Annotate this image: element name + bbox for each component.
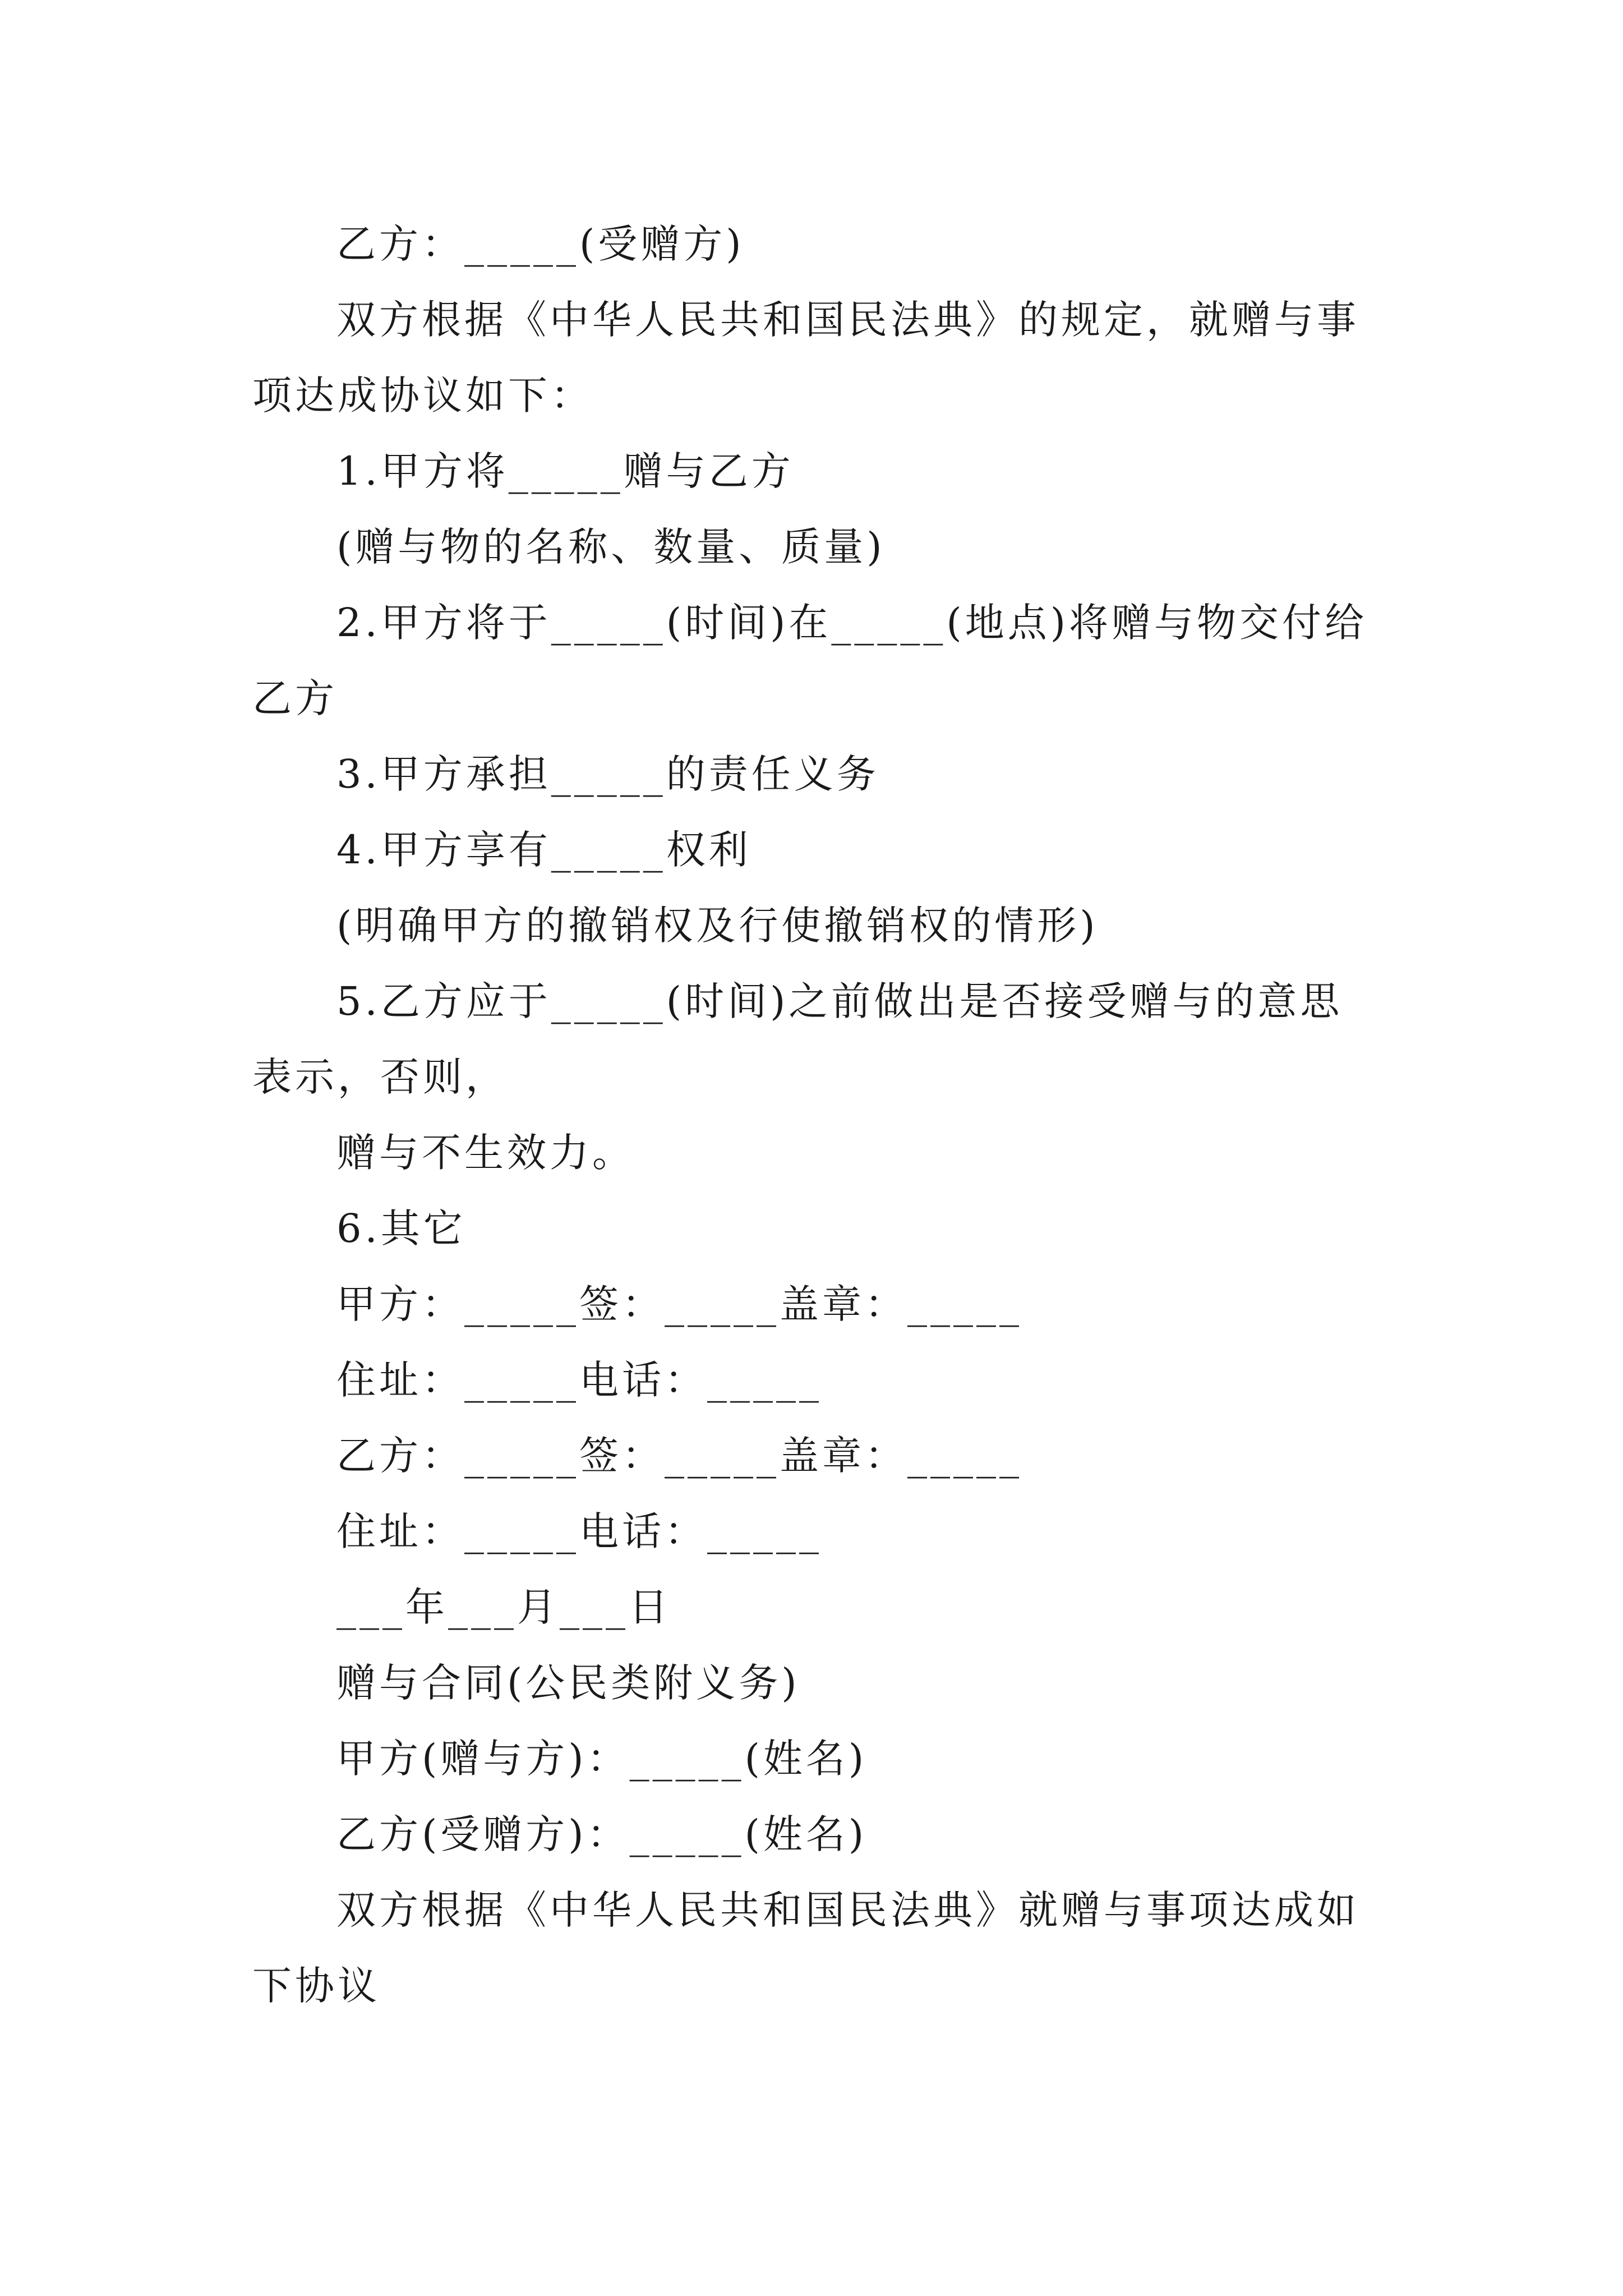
section-title: 赠与合同(公民类附义务) <box>336 1660 800 1706</box>
clause-5-line-1: 5.乙方应于_____(时间)之前做出是否接受赠与的意思 <box>336 978 1343 1024</box>
clause-5-line-3: 赠与不生效力。 <box>336 1130 635 1176</box>
clause-1: 1.甲方将_____赠与乙方 <box>336 448 794 494</box>
date-line: ___年___月___日 <box>336 1584 671 1630</box>
clause-3: 3.甲方承担_____的责任义务 <box>336 751 879 797</box>
preamble-line-2: 项达成协议如下： <box>252 372 593 418</box>
clause-5-line-2: 表示，否则， <box>252 1054 508 1100</box>
clause-2-line-1: 2.甲方将于_____(时间)在_____(地点)将赠与物交付给 <box>336 600 1368 646</box>
clause-2-line-2: 乙方 <box>252 675 338 721</box>
party-a-address-line: 住址：_____电话：_____ <box>336 1357 822 1403</box>
party-b-signature-line: 乙方：_____签：_____盖章：_____ <box>336 1433 1022 1479</box>
party-b-address-line: 住址：_____电话：_____ <box>336 1508 822 1554</box>
agreement-line-2: 下协议 <box>252 1963 380 2009</box>
preamble-line-1: 双方根据《中华人民共和国民法典》的规定，就赠与事 <box>336 297 1359 343</box>
donor-line: 甲方(赠与方)：_____(姓名) <box>336 1736 868 1782</box>
party-b-line: 乙方：_____(受赠方) <box>336 221 745 267</box>
party-a-signature-line: 甲方：_____签：_____盖章：_____ <box>336 1281 1022 1327</box>
donee-line: 乙方(受赠方)：_____(姓名) <box>336 1811 868 1857</box>
agreement-line-1: 双方根据《中华人民共和国民法典》就赠与事项达成如 <box>336 1887 1359 1933</box>
clause-4-note: (明确甲方的撤销权及行使撤销权的情形) <box>336 903 1099 949</box>
clause-1-note: (赠与物的名称、数量、质量) <box>336 524 886 570</box>
clause-6: 6.其它 <box>336 1205 466 1251</box>
clause-4: 4.甲方享有_____权利 <box>336 827 751 873</box>
